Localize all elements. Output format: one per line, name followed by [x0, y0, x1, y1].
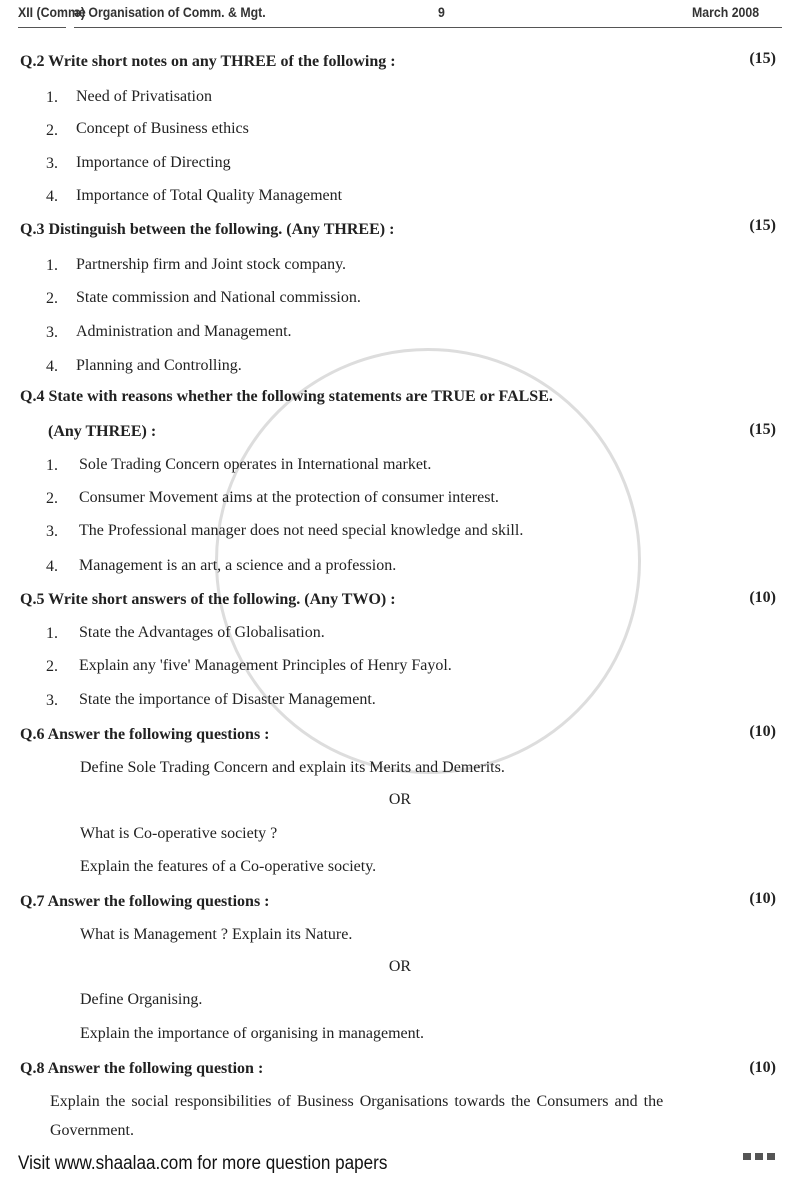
list-item: State the importance of Disaster Management.	[79, 691, 376, 708]
q7-option-a: What is Management ? Explain its Nature.	[80, 926, 353, 943]
q8-marks: (10)	[749, 1059, 776, 1076]
q7-option-b1: Define Organising.	[80, 991, 203, 1008]
list-item: Planning and Controlling.	[76, 357, 242, 374]
header-subject-b: ə) Organisation of Comm. & Mgt.	[74, 4, 266, 20]
q7-or: OR	[388, 958, 412, 975]
q3-marks: (15)	[749, 217, 776, 234]
list-item: Partnership firm and Joint stock company.	[76, 256, 347, 273]
footer-link-text: Visit www.shaalaa.com for more question papers	[18, 1153, 388, 1174]
q6-marks: (10)	[749, 723, 776, 740]
list-number: 2.	[46, 122, 58, 139]
q5-title: Q.5 Write short answers of the following. (Any TWO) :	[20, 591, 396, 608]
list-item: Explain any 'five' Management Principles of Henry Fayol.	[79, 657, 452, 674]
list-item: The Professional manager does not need special knowledge and skill.	[79, 522, 524, 539]
list-number: 1.	[46, 89, 58, 106]
list-item: Administration and Management.	[76, 323, 292, 340]
list-number: 2.	[46, 490, 58, 507]
list-item: Sole Trading Concern operates in International market.	[79, 456, 432, 473]
list-item: Management is an art, a science and a profession.	[79, 557, 397, 574]
q2-title: Q.2 Write short notes on any THREE of the following :	[20, 53, 396, 70]
q2-marks: (15)	[749, 50, 776, 67]
list-number: 1.	[46, 257, 58, 274]
q4-marks: (15)	[749, 421, 776, 438]
list-item: Need of Privatisation	[76, 88, 212, 105]
list-number: 3.	[46, 155, 58, 172]
q6-title: Q.6 Answer the following questions :	[20, 726, 270, 743]
list-number: 2.	[46, 658, 58, 675]
q5-marks: (10)	[749, 589, 776, 606]
q8-text-line1: Explain the social responsibilities of Business Organisations towards the Consumers and the	[50, 1093, 664, 1110]
q7-marks: (10)	[749, 890, 776, 907]
list-number: 3.	[46, 692, 58, 709]
list-item: Importance of Total Quality Management	[76, 187, 343, 204]
list-number: 4.	[46, 558, 58, 575]
list-item: State the Advantages of Globalisation.	[79, 624, 325, 641]
list-number: 3.	[46, 523, 58, 540]
list-item: Importance of Directing	[76, 154, 231, 171]
list-number: 4.	[46, 358, 58, 375]
header-date: March 2008	[692, 4, 760, 20]
q6-option-b2: Explain the features of a Co-operative society.	[80, 858, 377, 875]
end-mark	[755, 1153, 763, 1160]
q7-option-b2: Explain the importance of organising in management.	[80, 1025, 425, 1042]
q8-text-line2: Government.	[50, 1122, 134, 1139]
list-number: 4.	[46, 188, 58, 205]
list-number: 1.	[46, 457, 58, 474]
header-page-number: 9	[438, 4, 445, 20]
q3-title: Q.3 Distinguish between the following. (Any THREE) :	[20, 221, 395, 238]
list-item: Consumer Movement aims at the protection of consumer interest.	[79, 489, 499, 506]
header-rule	[18, 27, 66, 28]
list-item: Concept of Business ethics	[76, 120, 249, 137]
q4-subtitle: (Any THREE) :	[48, 423, 157, 440]
q7-title: Q.7 Answer the following questions :	[20, 893, 270, 910]
q8-title: Q.8 Answer the following question :	[20, 1060, 264, 1077]
q6-or: OR	[388, 791, 412, 808]
end-mark	[767, 1153, 775, 1160]
q6-option-a: Define Sole Trading Concern and explain its Merits and Demerits.	[80, 759, 505, 776]
q6-option-b1: What is Co-operative society ?	[80, 825, 278, 842]
end-mark	[743, 1153, 751, 1160]
header-subject-a: XII (Comme	[18, 4, 86, 20]
list-item: State commission and National commission.	[76, 289, 361, 306]
list-number: 2.	[46, 290, 58, 307]
list-number: 1.	[46, 625, 58, 642]
q4-title: Q.4 State with reasons whether the following statements are TRUE or FALSE.	[20, 388, 553, 405]
list-number: 3.	[46, 324, 58, 341]
header-rule	[74, 27, 782, 28]
